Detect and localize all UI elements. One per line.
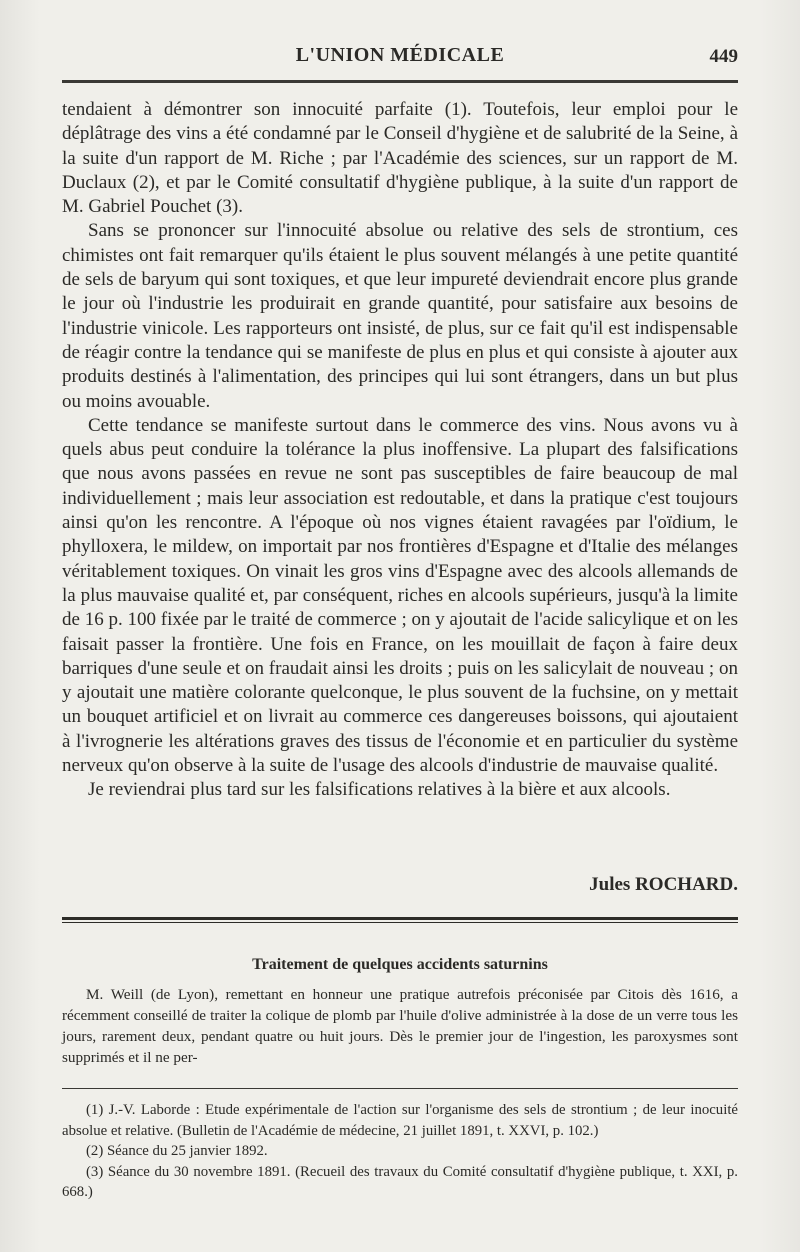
- paragraph: Je reviendrai plus tard sur les falsifications relatives à la bière et aux alcools.: [88, 779, 671, 801]
- footnote: (1) J.-V. Laborde : Etude expérimentale de l'action sur l'organisme des sels de strontium ; de leur inocuité absolue et relative. (Bulletin de l'Académie de médecine, 21 juillet 1891, t. XXVI, p. 102.): [62, 1102, 738, 1139]
- journal-title: L'UNION MÉDICALE: [295, 44, 505, 66]
- section-title: Traitement de quelques accidents saturnins: [252, 956, 548, 973]
- paragraph: Cette tendance se manifeste surtout dans le commerce des vins. Nous avons vu à quels abus peut conduire la tolérance la plus inoffensive. La plupart des falsifications que nous avons passées en revue ne sont pas susceptibles de faire beaucoup de mal individuellement ; mais leur association est redoutable, et dans la pratique c'est toujours ainsi qu'on les rencontre. A l'époque où nos vignes étaient ravagées par l'oïdium, le phylloxera, le mildew, on importait par nos frontières d'Espagne et d'Italie des mélanges véritablement toxiques. On vinait les gros vins d'Espagne avec des alcools allemands de la plus mauvaise qualité et, par conséquent, riches en alcools supérieurs, jusqu'à la limite de 16 p. 100 fixée par le traité de commerce ; on y ajoutait de l'acide salicylique et on les faisait passer la frontière. Une fois en France, on les mouillait de façon à faire deux barriques d'une seule et on fraudait ainsi les droits ; puis on les salicylait de nouveau ; on y ajoutait une matière colorante quelconque, le plus souvent de la fuchsine, on y mettait un bouquet artificiel et on livrait au commerce ces dangereuses boissons, qui ajoutaient à l'ivrognerie les altérations graves des tissus de l'économie et en particulier du système nerveux qu'on observe à la suite de l'usage des alcools d'industrie de mauvaise qualité.: [62, 414, 738, 777]
- section-divider-thin: [62, 922, 738, 923]
- section-divider: [62, 917, 738, 920]
- paragraph: Sans se prononcer sur l'innocuité absolue ou relative des sels de strontium, ces chimistes ont fait remarquer qu'ils étaient le plus souvent mélangés à une petite quantité de sels de baryum qui sont toxiques, et que leur impureté deviendrait encore plus grande le jour où l'industrie les produirait en grande quantité, pour satisfaire aux besoins de l'industrie vinicole. Les rapporteurs ont insisté, de plus, sur ce fait qu'il est indispensable de réagir contre la tendance qui se manifeste de plus en plus et qui consiste à ajouter aux produits destinés à l'alimentation, des principes qui lui sont étrangers, dans un but plus ou moins avouable.: [62, 220, 738, 412]
- paragraph: tendaient à démontrer son innocuité parfaite (1). Toutefois, leur emploi pour le déplâtrage des vins a été condamné par le Conseil d'hygiène et de salubrité de la Seine, à la suite d'un rapport de M. Riche ; par l'Académie des sciences, sur un rapport de M. Duclaux (2), et par le Comité consultatif d'hygiène publique, à la suite d'un rapport de M. Gabriel Pouchet (3).: [62, 99, 738, 218]
- footnotes: [62, 1100, 738, 1203]
- section-body: [62, 984, 738, 1068]
- footnote: (2) Séance du 25 janvier 1892.: [86, 1143, 268, 1159]
- paragraph: M. Weill (de Lyon), remettant en honneur une pratique autrefois préconisée par Citois dès 1616, a récemment conseillé de traiter la colique de plomb par l'huile d'olive administrée à la dose de un verre tous les jours, rarement deux, pendant quatre ou huit jours. Dès le premier jour de l'ingestion, les paroxysmes sont supprimés et il ne per-: [62, 986, 738, 1066]
- article-body: [62, 98, 738, 803]
- footnote-rule: [62, 1088, 738, 1089]
- running-header: [62, 44, 738, 74]
- author-signature: Jules ROCHARD.: [589, 874, 738, 895]
- header-rule: [62, 80, 738, 83]
- page-number: 449: [709, 46, 738, 67]
- footnote: (3) Séance du 30 novembre 1891. (Recueil des travaux du Comité consultatif d'hygiène publique, t. XXI, p. 668.): [62, 1163, 738, 1200]
